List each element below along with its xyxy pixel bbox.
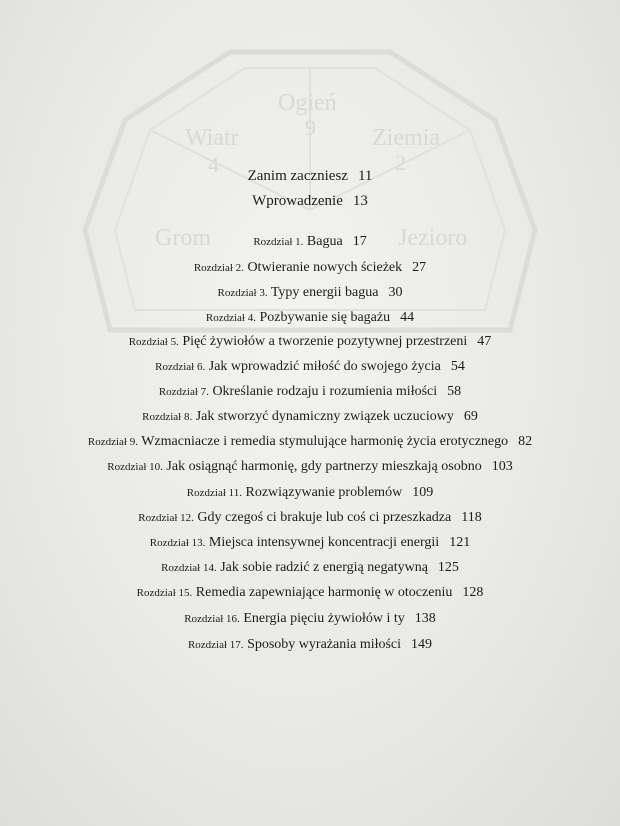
toc-page-number: 82 xyxy=(518,434,533,449)
toc-entry-intro xyxy=(0,192,620,210)
chapter-label: Rozdział 16. xyxy=(184,613,240,625)
chapter-title: Wzmacniacze i remedia stymulujące harmonię życia erotycznego xyxy=(141,434,509,449)
chapter-label: Rozdział 11. xyxy=(186,487,242,499)
chapter-label: Rozdział 15. xyxy=(136,587,193,599)
toc-chapter-entry xyxy=(0,610,620,628)
toc-page-number: 17 xyxy=(352,234,367,249)
toc-page-number: 109 xyxy=(412,485,434,500)
toc-page-number: 103 xyxy=(491,459,513,474)
watermark-word: Grom xyxy=(155,225,211,251)
watermark-word: Ogień xyxy=(278,90,337,116)
chapter-title: Jak osiągnąć harmonię, gdy partnerzy mieszkają osobno xyxy=(166,459,482,474)
chapter-label: Rozdział 3. xyxy=(217,287,268,299)
toc-chapter-entry xyxy=(0,284,620,302)
toc-chapter-entry xyxy=(0,534,620,552)
chapter-label: Rozdział 13. xyxy=(149,537,206,549)
toc-chapter-entry xyxy=(0,433,620,451)
chapter-title: Jak sobie radzić z energią negatywną xyxy=(220,560,428,575)
chapter-label: Rozdział 7. xyxy=(158,386,209,398)
toc-page-number: 138 xyxy=(414,611,436,626)
toc-page-number: 149 xyxy=(411,637,433,652)
toc-chapter-entry xyxy=(0,484,620,502)
toc-chapter-entry xyxy=(0,383,620,401)
toc-entry-intro xyxy=(0,167,620,185)
chapter-title: Pięć żywiołów a tworzenie pozytywnej przestrzeni xyxy=(182,334,468,349)
chapter-title: Określanie rodzaju i rozumienia miłości xyxy=(212,384,438,399)
toc-page-number: 69 xyxy=(463,409,478,424)
chapter-label: Rozdział 4. xyxy=(205,312,256,324)
toc-entry-title: Wprowadzenie xyxy=(252,193,343,209)
toc-page-number: 125 xyxy=(437,560,459,575)
chapter-label: Rozdział 12. xyxy=(138,512,194,524)
chapter-label: Rozdział 1. xyxy=(253,236,304,248)
watermark-word: 2 xyxy=(395,150,406,175)
toc-entry-title: Zanim zaczniesz xyxy=(247,168,348,184)
toc-page-number: 30 xyxy=(388,285,403,300)
toc-page-number: 118 xyxy=(461,510,482,525)
chapter-title: Sposoby wyrażania miłości xyxy=(247,637,402,652)
toc-page-number: 58 xyxy=(447,384,462,399)
toc-page-number: 128 xyxy=(462,585,484,600)
toc-chapter-entry xyxy=(0,636,620,654)
chapter-title: Gdy czegoś ci brakuje lub coś ci przeszkadza xyxy=(197,510,452,525)
toc-chapter-entry xyxy=(0,559,620,577)
watermark-word: Jezioro xyxy=(398,225,468,251)
chapter-label: Rozdział 10. xyxy=(107,461,163,473)
chapter-title: Jak wprowadzić miłość do swojego życia xyxy=(208,359,441,374)
toc-chapter-entry xyxy=(0,584,620,602)
watermark-word: 4 xyxy=(208,152,219,177)
toc-chapter-entry xyxy=(0,408,620,426)
chapter-title: Otwieranie nowych ścieżek xyxy=(247,260,403,275)
toc-page-number: 11 xyxy=(357,168,373,184)
toc-page-number: 44 xyxy=(400,310,415,325)
toc-chapter-entry xyxy=(0,259,620,277)
toc-page-number: 121 xyxy=(449,535,471,550)
toc-chapter-entry xyxy=(0,233,620,251)
chapter-label: Rozdział 2. xyxy=(193,262,244,274)
toc-page-number: 47 xyxy=(477,334,492,349)
chapter-title: Jak stworzyć dynamiczny związek uczuciowy xyxy=(195,409,454,424)
chapter-label: Rozdział 9. xyxy=(87,436,138,448)
chapter-title: Energia pięciu żywiołów i ty xyxy=(243,611,405,626)
toc-chapter-entry xyxy=(0,358,620,376)
watermark-word: Ziemia xyxy=(372,125,440,151)
chapter-title: Miejsca intensywnej koncentracji energii xyxy=(208,535,440,550)
chapter-label: Rozdział 17. xyxy=(187,639,244,651)
toc-chapter-entry xyxy=(0,509,620,527)
chapter-title: Pozbywanie się bagażu xyxy=(259,310,391,325)
chapter-label: Rozdział 5. xyxy=(128,336,179,348)
chapter-label: Rozdział 6. xyxy=(155,361,206,373)
toc-page-number: 54 xyxy=(450,359,465,374)
chapter-label: Rozdział 14. xyxy=(161,562,217,574)
chapter-title: Remedia zapewniające harmonię w otoczeniu xyxy=(195,585,453,600)
chapter-title: Bagua xyxy=(306,234,343,249)
chapter-title: Typy energii bagua xyxy=(270,285,379,300)
chapter-label: Rozdział 8. xyxy=(142,411,193,423)
watermark-word: 9 xyxy=(305,115,316,140)
toc-page-number: 13 xyxy=(352,193,368,209)
watermark-word: Wiatr xyxy=(185,125,239,151)
chapter-title: Rozwiązywanie problemów xyxy=(245,485,403,500)
toc-chapter-entry xyxy=(0,309,620,327)
toc-chapter-entry xyxy=(0,458,620,476)
toc-page-number: 27 xyxy=(412,260,427,275)
toc-chapter-entry xyxy=(0,333,620,351)
